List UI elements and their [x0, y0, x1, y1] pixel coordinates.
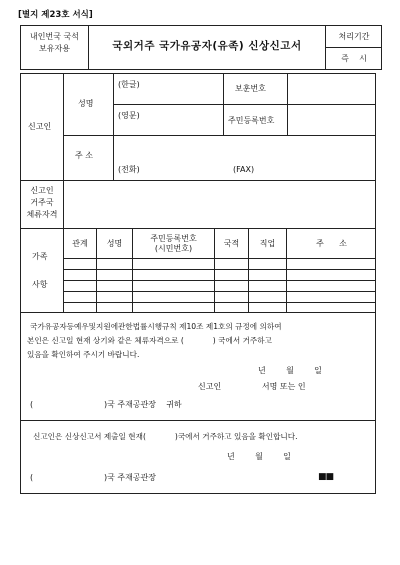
- confirmation-line-1: 신고인은 신상신고서 제출일 현재( )국에서 거주하고 있음을 확인합니다.: [33, 432, 298, 441]
- declaration-line-2: 본인은 신고일 현재 상기와 같은 체류자격으로 ( ) 국에서 거주하고: [27, 336, 272, 345]
- form-title: 국외거주 국가유공자(유족) 신상신고서: [112, 40, 302, 52]
- fax-label: (FAX): [233, 165, 255, 174]
- official-seal-marks: ■■: [318, 472, 334, 482]
- address-row-divider: [63, 135, 376, 136]
- confirmation-addressee-open: (: [30, 473, 34, 482]
- retention-label-line2: 보유자용: [39, 44, 70, 53]
- veteran-number-label: 보훈번호: [235, 84, 266, 93]
- form-number: [별지 제23호 서식]: [18, 10, 93, 20]
- family-row-line-3: [63, 280, 376, 281]
- korean-name-label: (한글): [118, 80, 140, 89]
- reporter-section-label: 신고인: [28, 122, 52, 131]
- confirmation-date: 년 월 일: [227, 452, 291, 461]
- retention-label-line1: 내인번국 국석: [30, 32, 79, 41]
- residence-section-divider: [20, 228, 376, 229]
- family-section-divider: [20, 312, 376, 313]
- residence-label-line2: 거주국: [30, 198, 54, 207]
- address-label: 주 소: [75, 151, 93, 160]
- phone-label: (전화): [118, 165, 140, 174]
- declaration-line-1: 국가유공자등예우및지원에관한법률시행규칙 제10조 제1호의 규정에 의하여: [30, 322, 282, 331]
- declaration-signature: 신고인 서명 또는 인: [198, 382, 306, 391]
- family-col-nationality: 국적: [223, 239, 240, 248]
- declaration-line-3: 있음을 확인하여 주시기 바랍니다.: [27, 350, 140, 359]
- reporter-sub-divider: [113, 73, 114, 180]
- declaration-date: 년 월 일: [258, 366, 322, 375]
- residence-divider: [63, 180, 64, 228]
- family-col-address: 주 소: [316, 239, 347, 248]
- family-label-bottom: 사항: [32, 280, 48, 289]
- english-name-label: (영문): [118, 111, 140, 120]
- reporter-section-divider: [20, 180, 376, 181]
- confirmation-box: [20, 421, 376, 494]
- family-row-line-5: [63, 302, 376, 303]
- family-col-relation: 관계: [72, 239, 88, 248]
- family-col-id: 주민등록번호: [150, 234, 197, 243]
- declaration-addressee-open: (: [30, 400, 34, 409]
- family-row-line-1: [63, 258, 376, 259]
- family-col-name: 성명: [106, 239, 123, 248]
- family-col-id-sub: (시민번호): [154, 244, 193, 253]
- reporter-label-divider: [63, 73, 64, 180]
- name-label: 성명: [78, 99, 94, 108]
- name-row-divider: [113, 104, 376, 105]
- processing-period-value: 즉 시: [341, 54, 367, 63]
- declaration-addressee: )국 주재공관장 귀하: [104, 400, 182, 409]
- family-row-line-4: [63, 291, 376, 292]
- residence-label-line1: 신고인: [30, 186, 54, 195]
- family-col-occupation: 직업: [259, 239, 276, 248]
- processing-period-label: 처리기간: [338, 32, 370, 41]
- resident-number-label: 주민등록번호: [228, 116, 275, 125]
- residence-label-line3: 체류자격: [26, 210, 58, 219]
- confirmation-addressee: )국 주재공관장: [104, 473, 157, 482]
- family-row-line-2: [63, 269, 376, 270]
- processing-divider: [325, 47, 382, 48]
- family-label-top: 가족: [32, 252, 48, 261]
